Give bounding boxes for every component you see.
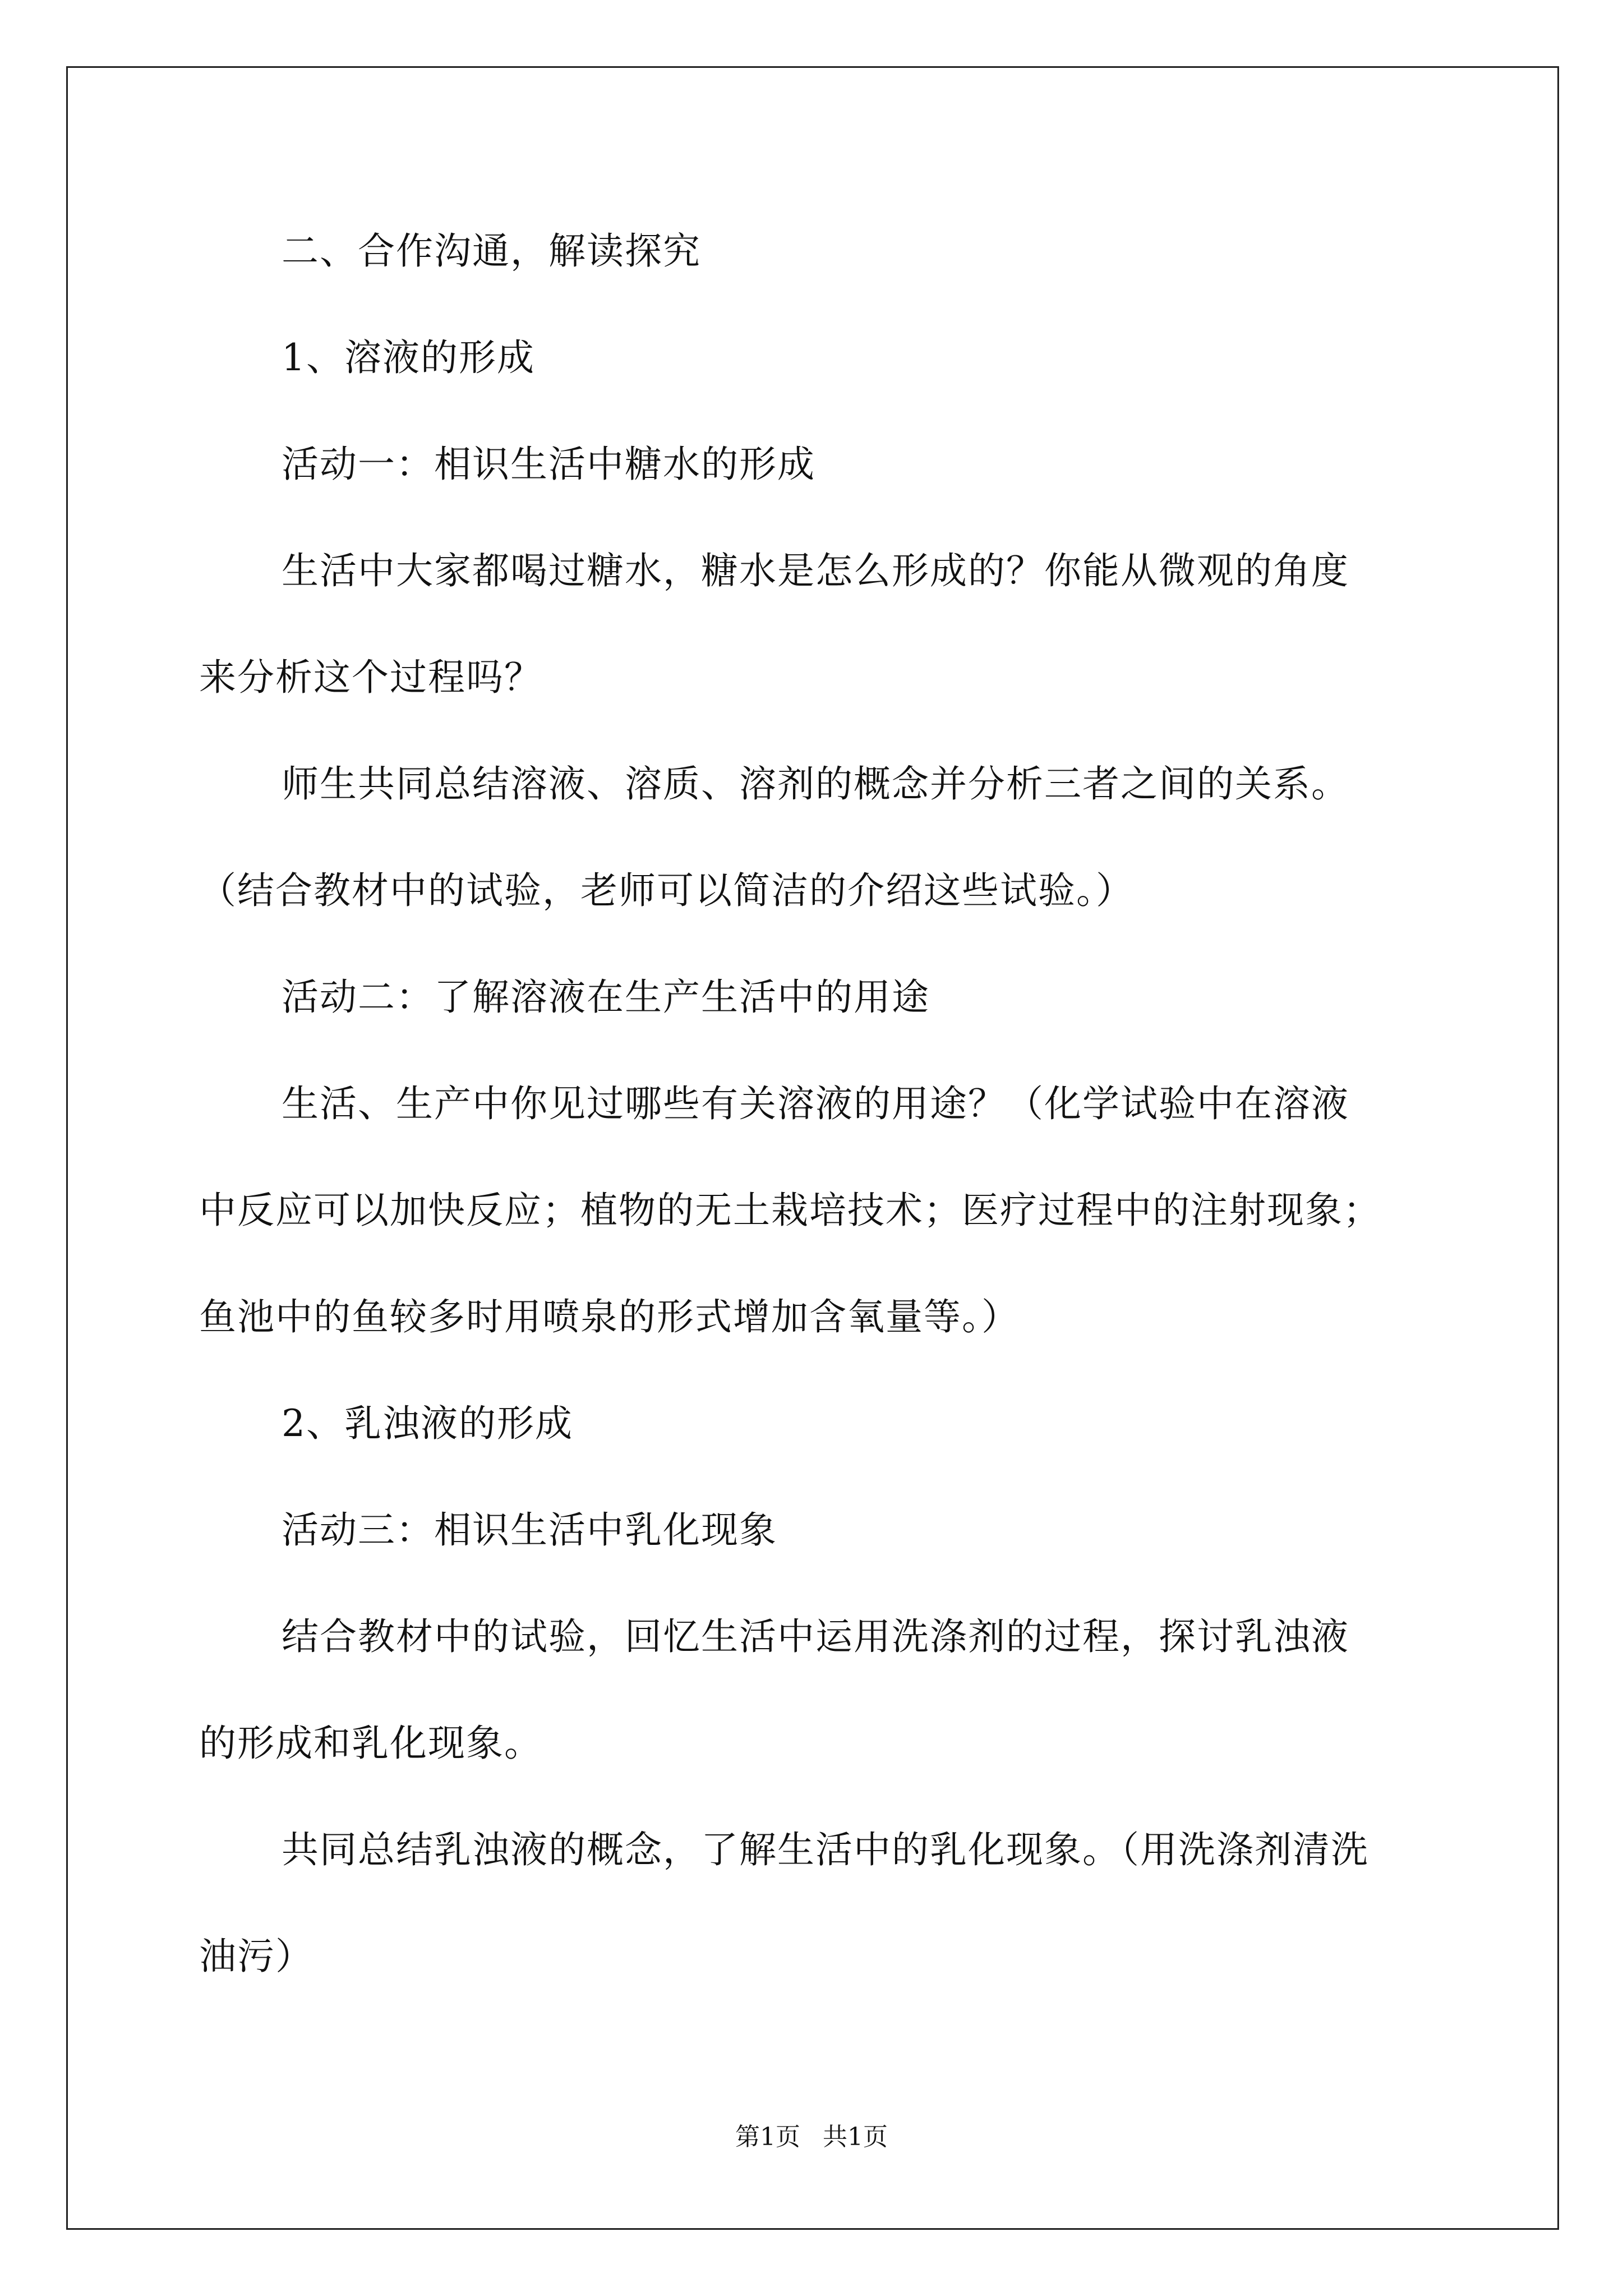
paragraph-line: 生活中大家都喝过糖水，糖水是怎么形成的？你能从微观的角度 [282,549,1349,592]
paragraph-line: 生活、生产中你见过哪些有关溶液的用途？（化学试验中在溶液 [282,1082,1349,1125]
paragraph-line: 师生共同总结溶液、溶质、溶剂的概念并分析三者之间的关系。 [282,762,1349,806]
paragraph-line: 来分析这个过程吗？ [199,656,542,699]
paragraph-line: 油污） [199,1935,313,1978]
page-total: 共1页 [823,2123,888,2151]
page-border [66,66,1559,2230]
section-heading: 二、合作沟通，解读探究 [282,229,701,273]
activity-heading: 活动二：了解溶液在生产生活中的用途 [282,976,930,1019]
subsection-heading: 1、溶液的形成 [282,336,535,379]
activity-heading: 活动一：相识生活中糖水的形成 [282,443,815,486]
paragraph-line: （结合教材中的试验，老师可以简洁的介绍这些试验。） [199,869,1134,912]
page-footer [0,2122,1623,2153]
paragraph-line: 共同总结乳浊液的概念，了解生活中的乳化现象。（用洗涤剂清洗 [282,1828,1369,1871]
paragraph-line: 鱼池中的鱼较多时用喷泉的形式增加含氧量等。） [199,1295,1020,1338]
paragraph-line: 结合教材中的试验，回忆生活中运用洗涤剂的过程，探讨乳浊液 [282,1615,1349,1658]
page-number: 第1页 [735,2123,800,2151]
activity-heading: 活动三：相识生活中乳化现象 [282,1508,777,1552]
subsection-heading: 2、乳浊液的形成 [282,1402,573,1445]
paragraph-line: 的形成和乳化现象。 [199,1722,542,1765]
paragraph-line: 中反应可以加快反应；植物的无土栽培技术；医疗过程中的注射现象； [199,1189,1381,1232]
